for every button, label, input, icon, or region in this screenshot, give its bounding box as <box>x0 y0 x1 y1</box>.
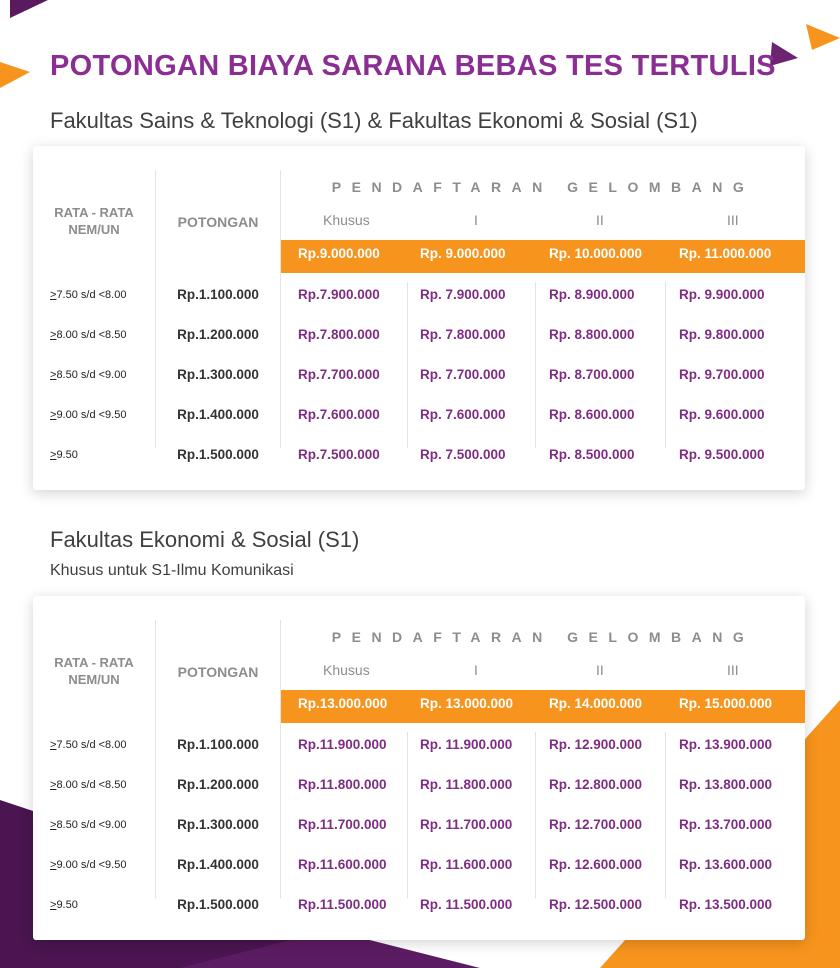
base-price-wave-2: Rp. 10.000.000 <box>549 246 643 261</box>
price-khusus: Rp.7.500.000 <box>298 447 380 462</box>
price-wave-1: Rp. 7.800.000 <box>420 327 506 342</box>
divider <box>407 732 408 898</box>
price-wave-2: Rp. 12.500.000 <box>549 897 643 912</box>
potongan-value: Rp.1.300.000 <box>177 817 259 832</box>
nem-range: >9.00 s/d <9.50 <box>50 409 127 421</box>
header-wave-2: II <box>596 662 604 678</box>
price-wave-1: Rp. 11.700.000 <box>420 817 513 832</box>
price-wave-1: Rp. 7.500.000 <box>420 447 506 462</box>
divider <box>407 282 408 448</box>
price-wave-3: Rp. 9.900.000 <box>679 287 765 302</box>
price-wave-1: Rp. 7.600.000 <box>420 407 506 422</box>
base-price-wave-2: Rp. 14.000.000 <box>549 696 643 711</box>
price-wave-1: Rp. 11.500.000 <box>420 897 513 912</box>
price-wave-2: Rp. 8.900.000 <box>549 287 635 302</box>
divider <box>665 282 666 448</box>
nem-range: >8.00 s/d <8.50 <box>50 329 127 341</box>
price-wave-2: Rp. 12.800.000 <box>549 777 643 792</box>
price-wave-3: Rp. 9.800.000 <box>679 327 765 342</box>
nem-range: >9.50 <box>50 449 78 461</box>
base-price-khusus: Rp.9.000.000 <box>298 246 380 261</box>
header-wave-3: III <box>727 662 739 678</box>
price-wave-2: Rp. 8.500.000 <box>549 447 635 462</box>
header-wave-1: I <box>474 662 478 678</box>
base-price-wave-3: Rp. 15.000.000 <box>679 696 773 711</box>
table-card-2 <box>33 596 805 940</box>
header-wave-2: II <box>596 212 604 228</box>
header-rata-rata: RATA - RATA NEM/UN <box>54 205 134 237</box>
potongan-value: Rp.1.300.000 <box>177 367 259 382</box>
section-1-title: Fakultas Sains & Teknologi (S1) & Fakultas Ekonomi & Sosial (S1) <box>50 108 698 133</box>
nem-range: >8.00 s/d <8.50 <box>50 779 127 791</box>
header-wave-khusus: Khusus <box>323 662 370 678</box>
header-wave-3: III <box>727 212 739 228</box>
price-khusus: Rp.7.900.000 <box>298 287 380 302</box>
price-wave-2: Rp. 12.600.000 <box>549 857 643 872</box>
price-wave-2: Rp. 12.700.000 <box>549 817 643 832</box>
price-wave-1: Rp. 7.700.000 <box>420 367 506 382</box>
price-wave-1: Rp. 11.800.000 <box>420 777 513 792</box>
section-2-subtitle: Khusus untuk S1-Ilmu Komunikasi <box>50 562 294 579</box>
price-wave-3: Rp. 9.700.000 <box>679 367 765 382</box>
header-wave-khusus: Khusus <box>323 212 370 228</box>
price-wave-3: Rp. 13.500.000 <box>679 897 773 912</box>
potongan-value: Rp.1.200.000 <box>177 777 259 792</box>
base-price-khusus: Rp.13.000.000 <box>298 696 388 711</box>
price-wave-3: Rp. 13.800.000 <box>679 777 773 792</box>
price-wave-2: Rp. 8.800.000 <box>549 327 635 342</box>
divider <box>665 732 666 898</box>
table-card-1 <box>33 146 805 490</box>
section-2-title: Fakultas Ekonomi & Sosial (S1) <box>50 527 360 552</box>
header-potongan: POTONGAN <box>177 214 259 230</box>
price-wave-3: Rp. 13.700.000 <box>679 817 773 832</box>
price-wave-2: Rp. 8.600.000 <box>549 407 635 422</box>
base-price-wave-1: Rp. 13.000.000 <box>420 696 514 711</box>
price-khusus: Rp.7.600.000 <box>298 407 380 422</box>
price-khusus: Rp.7.800.000 <box>298 327 380 342</box>
price-wave-3: Rp. 9.500.000 <box>679 447 765 462</box>
nem-range: >9.50 <box>50 899 78 911</box>
price-khusus: Rp.11.500.000 <box>298 897 387 912</box>
header-wave-1: I <box>474 212 478 228</box>
page-title: POTONGAN BIAYA SARANA BEBAS TES TERTULIS <box>50 50 776 82</box>
price-khusus: Rp.11.600.000 <box>298 857 387 872</box>
base-price-wave-3: Rp. 11.000.000 <box>679 246 772 261</box>
divider <box>535 282 536 448</box>
price-wave-3: Rp. 13.600.000 <box>679 857 773 872</box>
potongan-value: Rp.1.500.000 <box>177 897 259 912</box>
nem-range: >8.50 s/d <9.00 <box>50 369 127 381</box>
price-khusus: Rp.7.700.000 <box>298 367 380 382</box>
header-pendaftaran-gelombang: PENDAFTARAN GELOMBANG <box>331 629 755 645</box>
base-price-wave-1: Rp. 9.000.000 <box>420 246 506 261</box>
price-wave-2: Rp. 8.700.000 <box>549 367 635 382</box>
deco-triangle-orange-left <box>0 62 30 88</box>
price-wave-1: Rp. 11.900.000 <box>420 737 513 752</box>
price-wave-3: Rp. 13.900.000 <box>679 737 773 752</box>
header-potongan: POTONGAN <box>177 664 259 680</box>
nem-range: >9.00 s/d <9.50 <box>50 859 127 871</box>
nem-range: >8.50 s/d <9.00 <box>50 819 127 831</box>
price-wave-1: Rp. 11.600.000 <box>420 857 513 872</box>
header-pendaftaran-gelombang: PENDAFTARAN GELOMBANG <box>331 179 755 195</box>
price-khusus: Rp.11.800.000 <box>298 777 387 792</box>
nem-range: >7.50 s/d <8.00 <box>50 289 127 301</box>
price-khusus: Rp.11.700.000 <box>298 817 387 832</box>
price-khusus: Rp.11.900.000 <box>298 737 387 752</box>
price-wave-2: Rp. 12.900.000 <box>549 737 643 752</box>
price-wave-1: Rp. 7.900.000 <box>420 287 506 302</box>
deco-triangle-purple-topleft <box>10 0 48 18</box>
potongan-value: Rp.1.500.000 <box>177 447 259 462</box>
deco-triangle-orange-topright <box>806 24 840 50</box>
nem-range: >7.50 s/d <8.00 <box>50 739 127 751</box>
potongan-value: Rp.1.200.000 <box>177 327 259 342</box>
header-rata-rata: RATA - RATA NEM/UN <box>54 655 134 687</box>
divider <box>535 732 536 898</box>
potongan-value: Rp.1.400.000 <box>177 857 259 872</box>
price-wave-3: Rp. 9.600.000 <box>679 407 765 422</box>
potongan-value: Rp.1.100.000 <box>177 287 259 302</box>
potongan-value: Rp.1.100.000 <box>177 737 259 752</box>
potongan-value: Rp.1.400.000 <box>177 407 259 422</box>
